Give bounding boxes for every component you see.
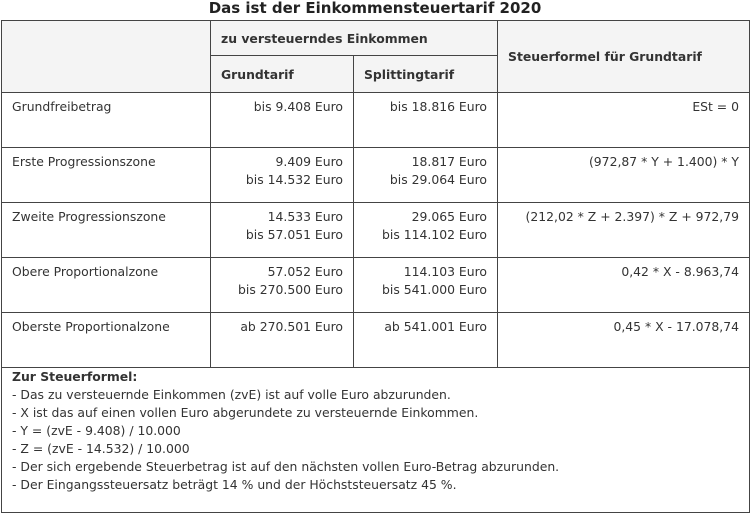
note-line: - Y = (zvE - 9.408) / 10.000 (12, 423, 181, 438)
splittingtarif-cell: 29.065 Euro bis 114.102 Euro (354, 203, 498, 258)
header-row-top (2, 21, 750, 56)
table-row (2, 203, 750, 258)
header-splittingtarif: Splittingtarif (354, 56, 498, 93)
grundtarif-cell: bis 9.408 Euro (211, 93, 354, 148)
grundtarif-cell: 9.409 Euro bis 14.532 Euro (211, 148, 354, 203)
zone-cell: Oberste Proportionalzone (2, 313, 211, 368)
grundtarif-cell: ab 270.501 Euro (211, 313, 354, 368)
notes-cell (2, 368, 750, 513)
table-row (2, 258, 750, 313)
splittingtarif-cell: ab 541.001 Euro (354, 313, 498, 368)
note-line: - Der sich ergebende Steuerbetrag ist auf den nächsten vollen Euro-Betrag abzurunden. (12, 459, 560, 474)
table-row (2, 313, 750, 368)
header-grundtarif: Grundtarif (211, 56, 354, 93)
zone-cell: Zweite Progressionszone (2, 203, 211, 258)
table-row (2, 148, 750, 203)
note-line: - Z = (zvE - 14.532) / 10.000 (12, 441, 190, 456)
header-formula: Steuerformel für Grundtarif (498, 21, 750, 93)
notes-row (2, 368, 750, 513)
formula-cell: 0,45 * X - 17.078,74 (498, 313, 750, 368)
grundtarif-cell: 57.052 Euro bis 270.500 Euro (211, 258, 354, 313)
page-title: Das ist der Einkommensteuertarif 2020 (208, 0, 542, 17)
header-income-group: zu versteuerndes Einkommen (211, 21, 498, 56)
header-empty-cell (2, 21, 211, 93)
grundtarif-cell: 14.533 Euro bis 57.051 Euro (211, 203, 354, 258)
formula-cell: ESt = 0 (498, 93, 750, 148)
zone-cell: Grundfreibetrag (2, 93, 211, 148)
zone-cell: Obere Proportionalzone (2, 258, 211, 313)
notes-title: Zur Steuerformel: (12, 369, 138, 384)
formula-cell: 0,42 * X - 8.963,74 (498, 258, 750, 313)
zone-cell: Erste Progressionszone (2, 148, 211, 203)
note-line: - X ist das auf einen vollen Euro abgerundete zu versteuernde Einkommen. (12, 405, 479, 420)
note-line: - Der Eingangssteuersatz beträgt 14 % und der Höchststeuersatz 45 %. (12, 477, 457, 492)
formula-cell: (972,87 * Y + 1.400) * Y (498, 148, 750, 203)
splittingtarif-cell: 114.103 Euro bis 541.000 Euro (354, 258, 498, 313)
splittingtarif-cell: 18.817 Euro bis 29.064 Euro (354, 148, 498, 203)
splittingtarif-cell: bis 18.816 Euro (354, 93, 498, 148)
tax-table (1, 20, 750, 513)
table-row (2, 93, 750, 148)
note-line: - Das zu versteuernde Einkommen (zvE) ist auf volle Euro abzurunden. (12, 387, 451, 402)
formula-cell: (212,02 * Z + 2.397) * Z + 972,79 (498, 203, 750, 258)
